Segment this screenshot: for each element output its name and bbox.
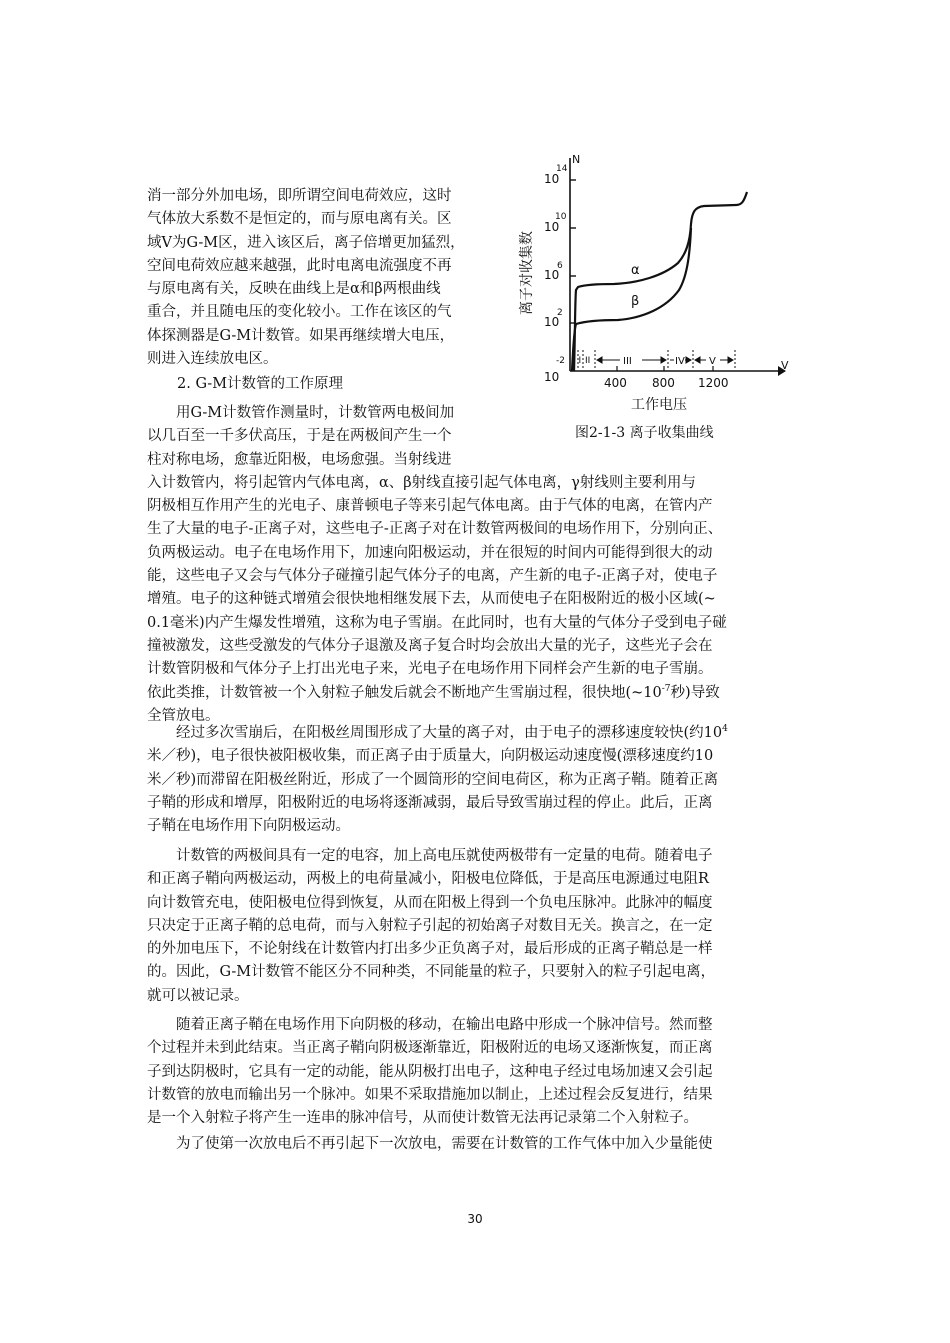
- text-line: [147, 682, 807, 705]
- text-line: 用G-M计数管作测量时，计数管两电极间加: [176, 405, 455, 421]
- region-label-i: I: [578, 356, 582, 366]
- text-line: 子鞘在电场作用下向阴极运动。: [147, 818, 350, 835]
- text-line: 0.1毫米)内产生爆发性增殖，这称为电子雪崩。在此同时，也有大量的气体分子受到电子碰: [147, 614, 727, 631]
- region-label-ii: II: [585, 356, 591, 366]
- y-tick-base: 10: [544, 172, 560, 186]
- heading-text: 2. G-M计数管的工作原理: [177, 376, 344, 392]
- text-line: 气体放大系数不是恒定的，而与原电离有关。区: [147, 211, 452, 228]
- text-line: 柱对称电场，愈靠近阳极，电场愈强。当射线进: [147, 451, 452, 468]
- x-axis-label: 工作电压: [631, 397, 687, 413]
- text-line: 的。因此，G-M计数管不能区分不同种类，不同能量的粒子，只要射入的粒子引起电离，: [147, 964, 716, 981]
- ion-collection-curve-figure: [519, 150, 800, 435]
- text-line: 个过程并未到此结束。当正离子鞘向阴极逐渐靠近，阳极附近的电场又逐渐恢复，而正离: [147, 1040, 713, 1057]
- text-line: 阴极相互作用产生的光电子、康普顿电子等来引起气体电离。由于气体的电离，在管内产: [147, 498, 713, 515]
- paragraph-5: [147, 1014, 807, 1130]
- figure-caption: 图2-1-3 离子收集曲线: [575, 425, 714, 441]
- text-line: 以几百至一千多伏高压，于是在两极间产生一个: [147, 428, 452, 445]
- region-label-iii: III: [623, 356, 632, 367]
- y-tick-exp: 2: [557, 308, 563, 318]
- y-tick-6: [544, 261, 576, 282]
- text-line: 子鞘的形成和增厚，阳极附近的电场将逐渐减弱，最后导致雪崩过程的停止。此后，正离: [147, 794, 713, 811]
- y-tick-exp: 14: [556, 164, 568, 174]
- region-label-iv: IV: [675, 356, 685, 367]
- y-axis-name: N: [572, 153, 581, 166]
- text-line: 能，这些电子又会与气体分子碰撞引起气体分子的电离，产生新的电子-正离子对，使电子: [147, 568, 718, 585]
- text-line: 增殖。电子的这种链式增殖会很快地相继发展下去，从而使电子在阳极附近的极小区域(~: [147, 591, 716, 608]
- text-line: 负两极运动。电子在电场作用下，加速向阳极运动，并在很短的时间内可能得到很大的动: [147, 544, 713, 561]
- text-line: 入计数管内，将引起管内气体电离，α、β射线直接引起气体电离，γ射线则主要利用与: [147, 474, 696, 491]
- y-tick-exp: 6: [557, 261, 563, 271]
- text-line: 米／秒)，电子很快被阳极收集，而正离子由于质量大，向阴极运动速度慢(漂移速度约10: [147, 748, 714, 765]
- text-line: 撞被激发，这些受激发的气体分子退激及离子复合时均会放出大量的光子，这些光子会在: [147, 637, 713, 654]
- y-tick-neg2: [544, 356, 565, 384]
- text-line: 空间电荷效应越来越强，此时电离电流强度不再: [147, 257, 452, 274]
- text-line: 计数管阴极和气体分子上打出光电子来，光电子在电场作用下同样会产生新的电子雪崩。: [147, 661, 713, 678]
- y-tick-2: [544, 308, 576, 329]
- paragraph-3: [147, 722, 807, 838]
- text-line: 与原电离有关，反映在曲线上是α和β两根曲线: [147, 281, 441, 298]
- text-run: 经过多次雪崩后，在阳极丝周围形成了大量的离子对，由于电子的漂移速度较快(约10: [176, 725, 723, 741]
- y-tick-14: [544, 164, 576, 186]
- alpha-curve-label: α: [631, 263, 640, 278]
- alpha-curve: [574, 192, 747, 371]
- y-tick-base: 10: [544, 268, 560, 282]
- beta-curve-label: β: [631, 294, 640, 309]
- superscript: -7: [661, 683, 671, 694]
- paragraph-4: [147, 845, 807, 1008]
- superscript: 4: [722, 724, 728, 734]
- text-run: 依此类推，计数管被一个入射粒子触发后就会不断地产生雪崩过程，很快地(~10: [147, 684, 662, 701]
- text-line: 子到达阴极时，它具有一定的动能，能从阴极打出电子，这种电子经过电场加速又会引起: [147, 1063, 713, 1080]
- text-line: 全管放电。: [147, 707, 220, 724]
- page-number: 30: [467, 1212, 483, 1226]
- text-line: 米／秒)而滞留在阳极丝附近，形成了一个圆筒形的空间电荷区，称为正离子鞘。随着正离: [147, 771, 719, 788]
- text-line: 计数管的两极间具有一定的电容，加上高电压就使两极带有一定量的电荷。随着电子: [176, 848, 713, 864]
- text-line: 重合，并且随电压的变化较小。工作在该区的气: [147, 304, 452, 321]
- y-tick-base: 10: [544, 220, 560, 234]
- paragraph-2: [147, 402, 807, 728]
- text-line: 消一部分外加电场，即所谓空间电荷效应，这时: [147, 188, 452, 204]
- paragraph-1: [147, 185, 504, 371]
- text-line: 生了大量的电子-正离子对，这些电子-正离子对在计数管两极间的电场作用下，分别向正、: [147, 521, 723, 538]
- section-heading: [177, 373, 343, 396]
- x-tick-label: 1200: [698, 376, 729, 390]
- text-line: 计数管的放电而输出另一个脉冲。如果不采取措施加以制止，上述过程会反复进行，结果: [147, 1086, 713, 1103]
- text-run: 秒)导致: [670, 684, 720, 701]
- region-label-v: V: [709, 356, 716, 367]
- y-tick-exp: 10: [555, 212, 567, 222]
- text-line: 随着正离子鞘在电场作用下向阴极的移动，在输出电路中形成一个脉冲信号。然而整: [176, 1017, 713, 1033]
- paragraph-6: [147, 1133, 807, 1156]
- text-line: 为了使第一次放电后不再引起下一次放电，需要在计数管的工作气体中加入少量能使: [176, 1136, 713, 1152]
- text-line: 域Ⅴ为G-M区，进入该区后，离子倍增更加猛烈，: [147, 234, 465, 251]
- y-tick-base: 10: [544, 315, 560, 329]
- text-line: 则进入连续放电区。: [147, 351, 278, 368]
- text-line: 向计数管充电，使阳极电位得到恢复，从而在阳极上得到一个负电压脉冲。此脉冲的幅度: [147, 894, 713, 911]
- text-line: 的外加电压下，不论射线在计数管内打出多少正负离子对，最后形成的正离子鞘总是一样: [147, 941, 713, 958]
- text-line: 就可以被记录。: [147, 987, 249, 1004]
- text-line: 只决定于正离子鞘的总电荷，而与入射粒子引起的初始离子对数目无关。换言之，在一定: [147, 917, 713, 934]
- y-axis-label: 离子对收集数: [519, 231, 535, 315]
- text-line: 是一个入射粒子将产生一连串的脉冲信号，从而使计数管无法再记录第二个入射粒子。: [147, 1110, 698, 1127]
- text-line: [147, 722, 807, 745]
- x-tick-label: 800: [652, 376, 675, 390]
- text-line: 和正离子鞘向两极运动，两极上的电荷量减小，阳极电位降低，于是高压电源通过电阻R: [147, 871, 709, 888]
- y-tick-exp: -2: [556, 356, 565, 366]
- y-tick-10: [544, 212, 576, 234]
- y-tick-base: 10: [544, 370, 560, 384]
- text-line: 体探测器是G-M计数管。如果再继续增大电压，: [147, 327, 455, 344]
- x-tick-label: 400: [604, 376, 627, 390]
- x-axis-name: V: [781, 359, 789, 372]
